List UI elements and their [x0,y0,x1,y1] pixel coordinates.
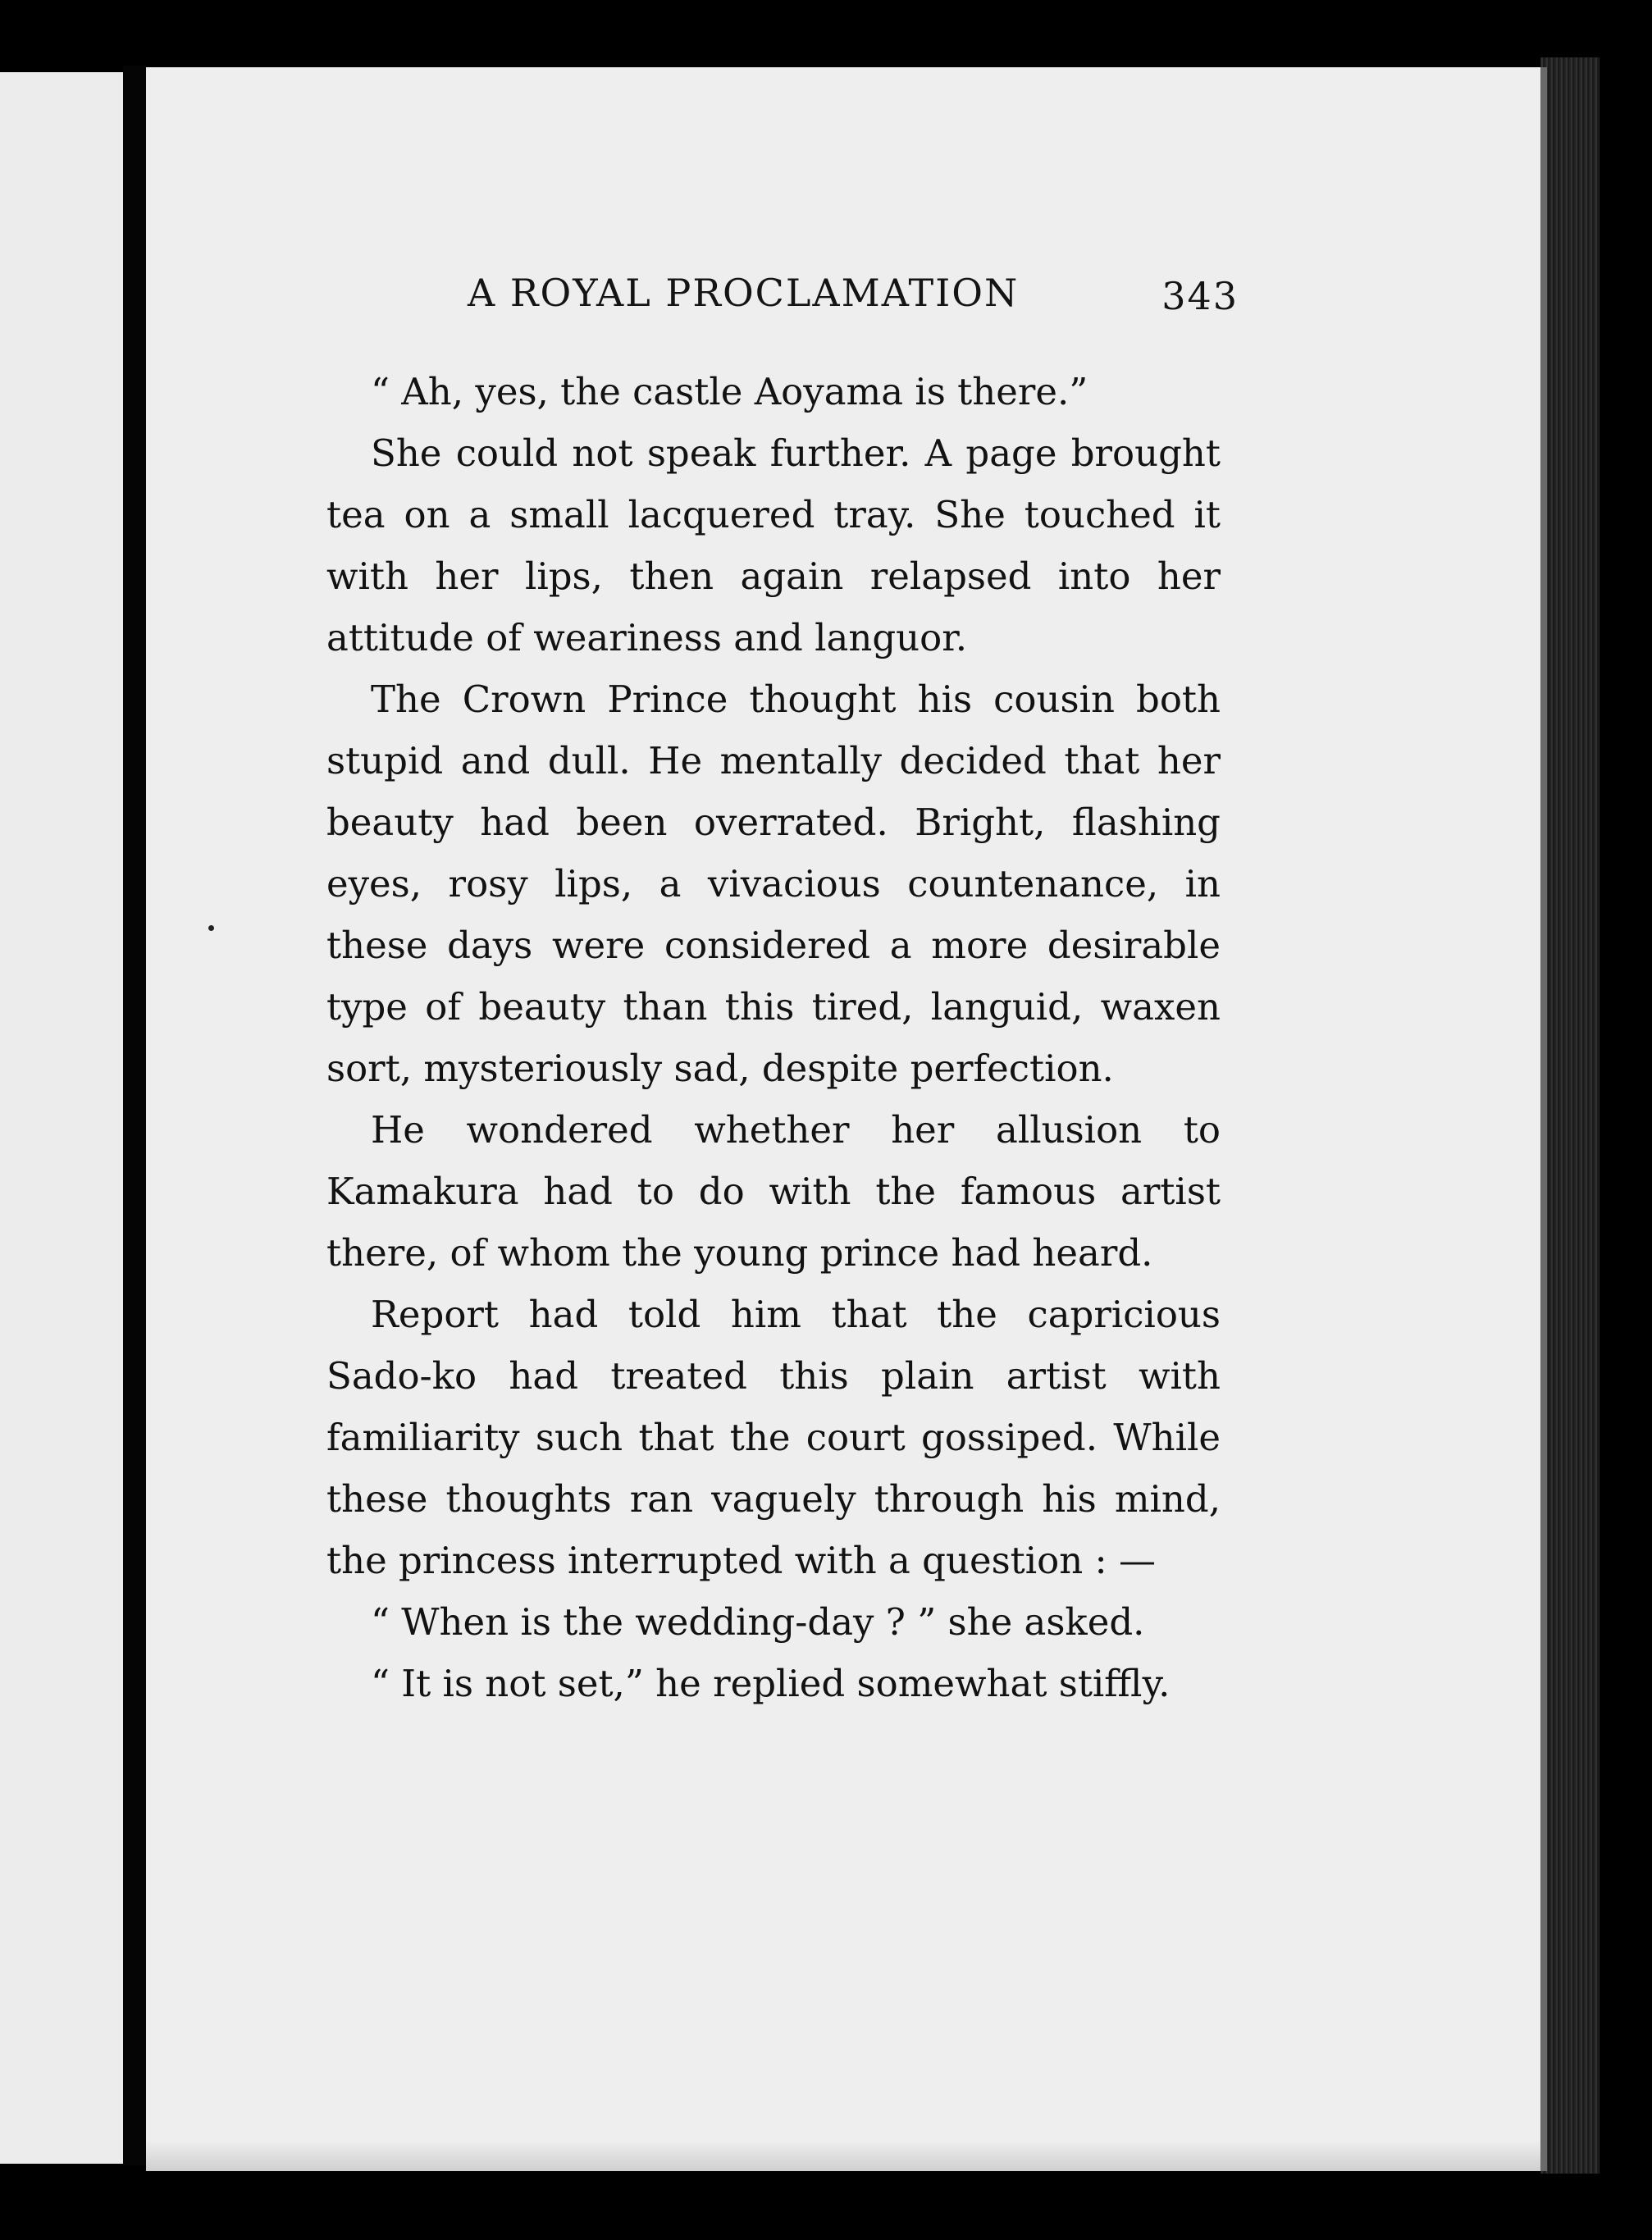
running-head [468,271,1239,328]
paragraph-4: He wondered whether her allusion to Kamakura had to do with the famous artist there, of whom the young prince had heard. [326,1108,1221,1275]
ink-speck [208,925,214,931]
page-number: 343 [1161,274,1239,318]
paragraph-1: “ Ah, yes, the castle Aoyama is there.” [371,370,1088,413]
paragraph-3: The Crown Prince thought his cousin both stupid and dull. He mentally decided that her beauty had been overrated. Bright, flashing eyes, rosy lips, a vivacious countenance, in these days were considered a more desirable type of beauty than this tired, languid, waxen sort, mysteriously sad, despite perfection. [326,677,1221,1090]
page-block-edge [1540,57,1600,2174]
paragraph-2: She could not speak further. A page brought tea on a small lacquered tray. She touched it with her lips, then again relapsed into her attitude of weariness and languor. [326,431,1221,659]
page-bottom-shadow [146,2141,1540,2171]
paragraph-7: “ It is not set,” he replied somewhat stiffly. [371,1662,1171,1705]
page-edge-highlight [1540,67,1547,2171]
paragraph-6: “ When is the wedding-day ? ” she asked. [371,1600,1145,1644]
paragraph-5: Report had told him that the capricious Sado-ko had treated this plain artist with familiarity such that the court gossiped. While these thoughts ran vaguely through his mind, the princess interrupted with a question : — [326,1293,1221,1582]
body-text [326,361,1221,1714]
facing-page-edge [0,72,123,2164]
running-head-title: A ROYAL PROCLAMATION [468,271,1020,315]
book-gutter [123,66,146,2165]
